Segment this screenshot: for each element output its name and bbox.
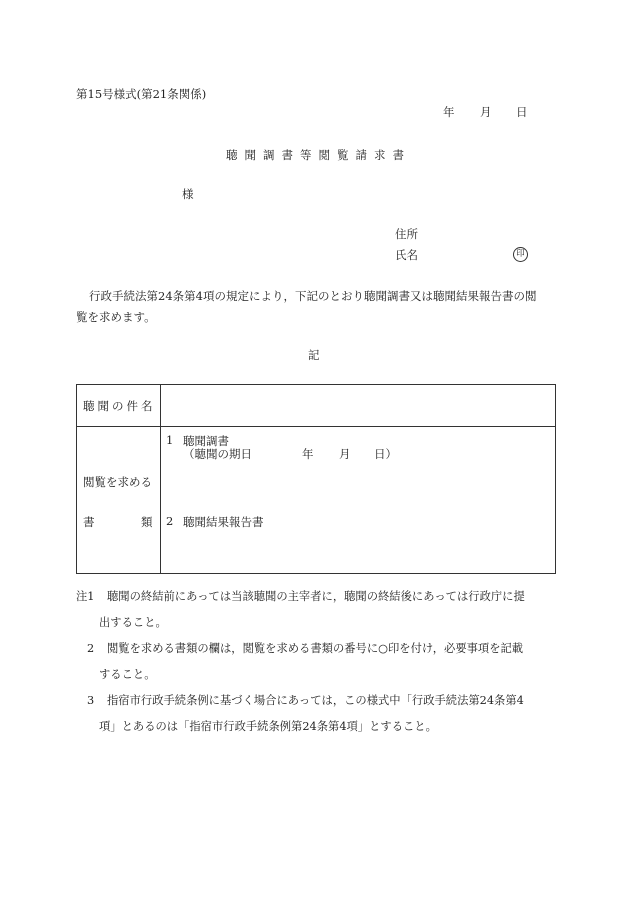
option-1-number: 1: [166, 433, 174, 447]
hearing-date-year: 年: [302, 447, 314, 461]
hearing-date-day: 日）: [374, 447, 397, 461]
note-number: 注1: [76, 590, 95, 603]
body-text-line1: 行政手続法第24条第4項の規定により，下記のとおり聴聞調書又は聴聞結果報告書の閲: [89, 289, 537, 303]
documents-label-top: 閲覧を求める: [83, 475, 152, 489]
date-day: 日: [516, 105, 528, 119]
option-1-label: 聴聞調書: [183, 434, 229, 448]
body-text-line2: 覧を求めます。: [76, 310, 156, 324]
hearing-date-label: （聴聞の期日: [183, 447, 252, 461]
address-label: 住所: [395, 227, 418, 241]
notes-section: [76, 584, 556, 740]
hearing-date-month: 月: [339, 447, 351, 461]
hearing-subject-field[interactable]: [163, 387, 551, 423]
option-2-label: 聴聞結果報告書: [183, 515, 264, 529]
ki-heading: 記: [308, 348, 320, 362]
note-item: [76, 688, 556, 740]
document-title: 聴聞調書等閲覧請求書: [226, 148, 411, 162]
option-2-number: 2: [166, 514, 174, 528]
documents-label-rui: 類: [141, 515, 153, 529]
note-line: 聴聞の終結前にあっては当該聴聞の主宰者に，聴聞の終結後にあっては行政庁に提: [107, 590, 525, 603]
note-line: すること。: [99, 668, 156, 681]
date-month: 月: [480, 105, 492, 119]
note-number: 2: [87, 642, 95, 655]
note-line: 項」とあるのは「指宿市行政手続条例第24条第4項」とすること。: [99, 720, 437, 733]
note-item: [76, 636, 556, 688]
note-line: 指宿市行政手続条例に基づく場合にあっては，この様式中「行政手続法第24条第4: [107, 694, 524, 707]
addressee-suffix: 様: [182, 187, 194, 201]
form-number: 第15号様式(第21条関係): [76, 87, 207, 101]
date-year: 年: [443, 105, 455, 119]
note-line: 閲覧を求める書類の欄は，閲覧を求める書類の番号に○印を付け，必要事項を記載: [107, 642, 524, 655]
name-label: 氏名: [395, 248, 418, 262]
request-table: [76, 384, 556, 574]
documents-label-sho: 書: [83, 515, 95, 529]
seal-icon: 印: [513, 247, 528, 262]
note-item: [76, 584, 556, 636]
hearing-subject-label: 聴聞の件名: [83, 399, 156, 413]
note-line: 出すること。: [99, 616, 167, 629]
note-number: 3: [87, 694, 95, 707]
table-column-divider: [160, 385, 161, 573]
table-row-divider: [77, 426, 555, 427]
